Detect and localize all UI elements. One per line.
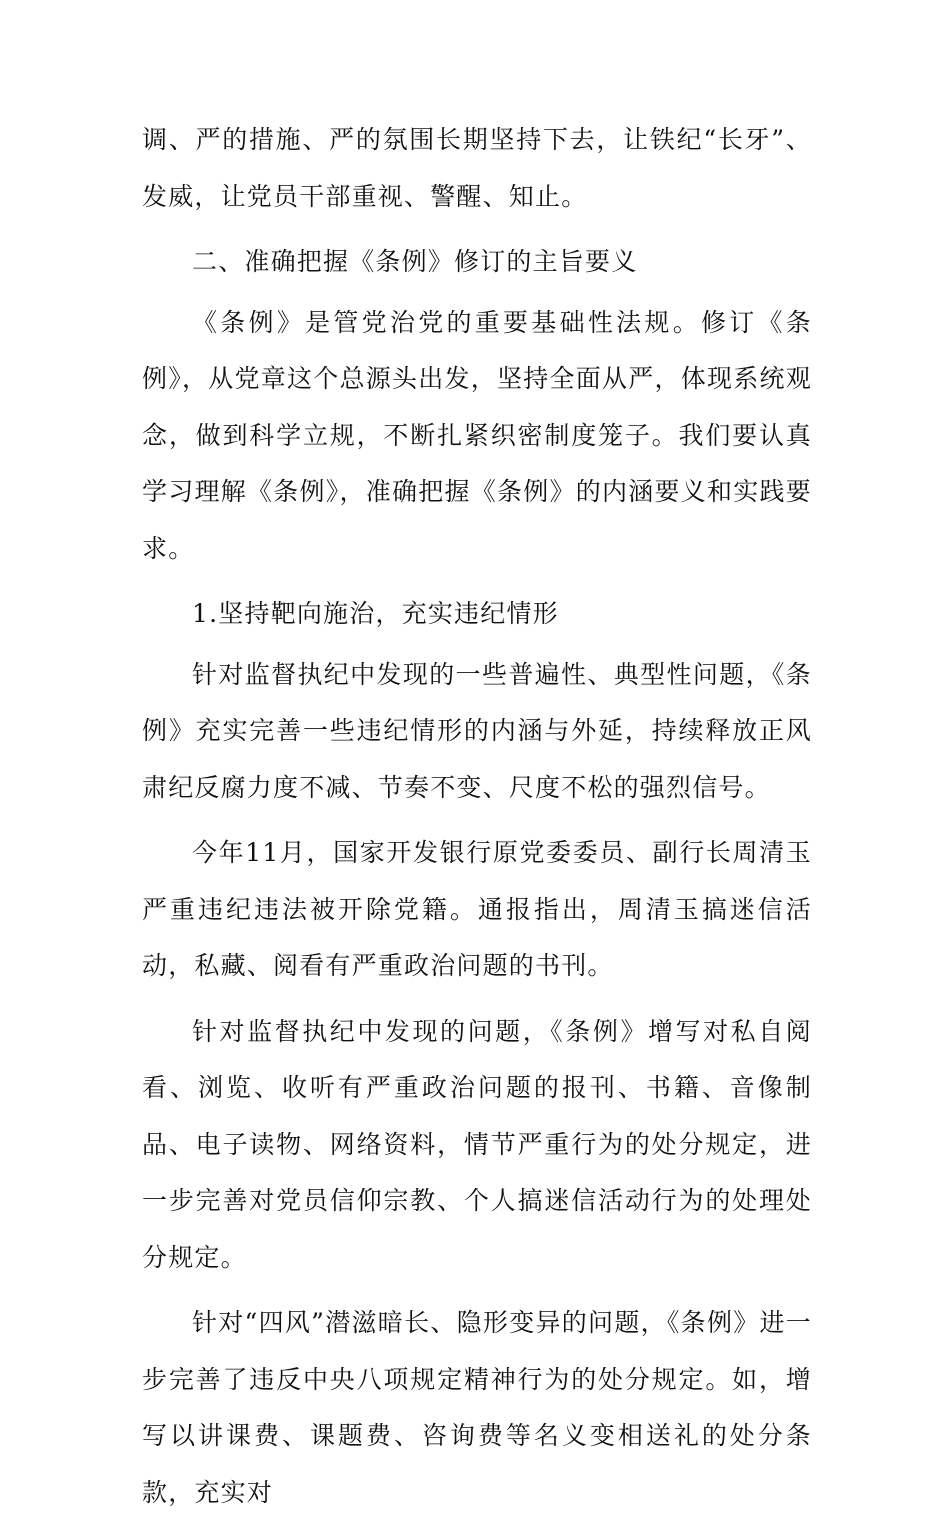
- subsection-heading: 1.坚持靶向施治，充实违纪情形: [192, 599, 559, 628]
- paragraph-continuation: 调、严的措施、严的氛围长期坚持下去，让铁纪“长牙”、发威，让党员干部重视、警醒、知止。: [142, 125, 812, 211]
- paragraph-four-winds: 针对“四风”潜滋暗长、隐形变异的问题，《条例》进一步完善了违反中央八项规定精神行为的处分规定。如，增写以讲课费、课题费、咨询费等名义变相送礼的处分条款，充实对: [142, 1308, 812, 1507]
- paragraph-targeted-treatment: 针对监督执纪中发现的一些普遍性、典型性问题，《条例》充实完善一些违纪情形的内涵与外延，持续释放正风肃纪反腐力度不减、节奏不变、尺度不松的强烈信号。: [142, 659, 812, 802]
- paragraph-reading-regulation: 针对监督执纪中发现的问题，《条例》增写对私自阅看、浏览、收听有严重政治问题的报刊、书籍、音像制品、电子读物、网络资料，情节严重行为的处分规定，进一步完善对党员信仰宗教、个人搞迷信活动行为的处理处分规定。: [142, 1016, 812, 1272]
- section-heading: 二、准确把握《条例》修订的主旨要义: [192, 247, 638, 276]
- paragraph-regulation-overview: 《条例》是管党治党的重要基础性法规。修订《条例》，从党章这个总源头出发，坚持全面从严，体现系统观念，做到科学立规，不断扎紧织密制度笼子。我们要认真学习理解《条例》，准确把握《条例》的内涵要义和实践要求。: [142, 307, 812, 563]
- paragraph-case-report: 今年11月，国家开发银行原党委委员、副行长周清玉严重违纪违法被开除党籍。通报指出，周清玉搞迷信活动，私藏、阅看有严重政治问题的书刊。: [142, 838, 812, 980]
- document-body: [142, 112, 812, 1530]
